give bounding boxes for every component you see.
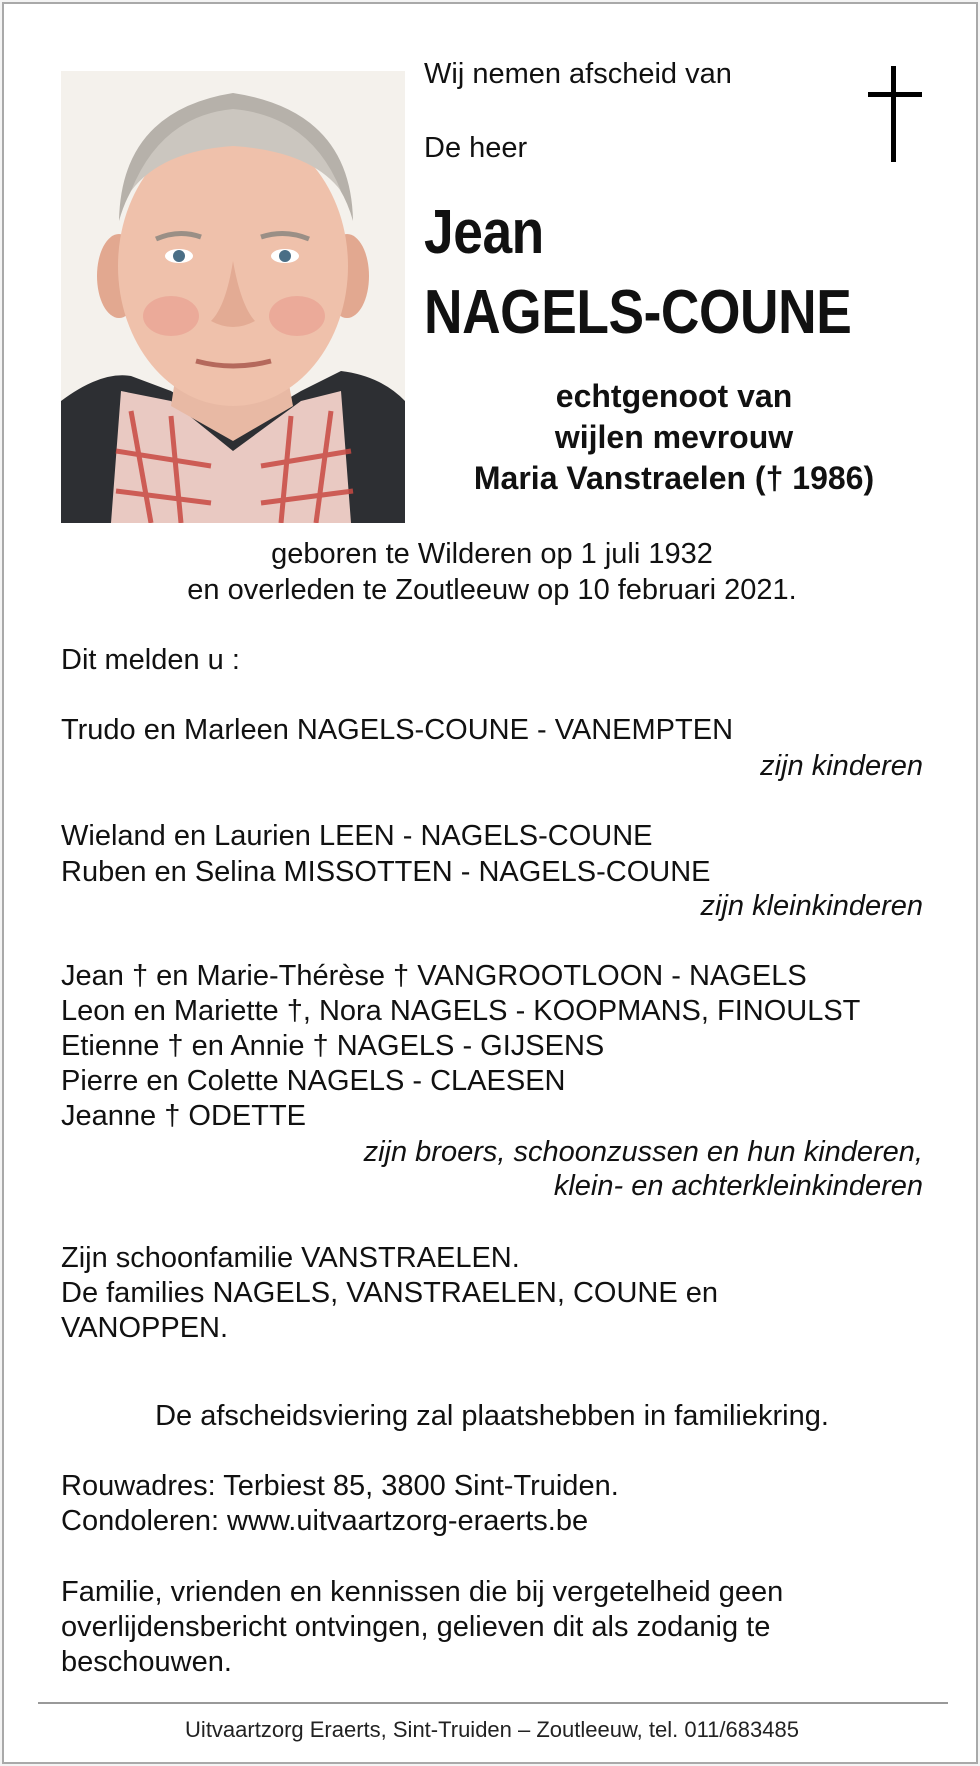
sibling-name: Jean † en Marie-Thérèse † VANGROOTLOON - NAGELS (61, 960, 807, 992)
grandchild-name: Ruben en Selina MISSOTTEN - NAGELS-COUNE (61, 856, 711, 888)
intro-text: Wij nemen afscheid van (424, 58, 732, 90)
families-line-1: Zijn schoonfamilie VANSTRAELEN. (61, 1242, 520, 1274)
children-name: Trudo en Marleen NAGELS-COUNE - VANEMPTEN (61, 714, 734, 746)
death-line: en overleden te Zoutleeuw op 10 februari 2021. (187, 574, 797, 606)
spouse-line-2: wijlen mevrouw (554, 419, 794, 455)
sibling-name: Leon en Mariette †, Nora NAGELS - KOOPMANS, FINOULST (61, 995, 861, 1027)
address-text: Rouwadres: Terbiest 85, 3800 Sint-Truiden. (61, 1470, 619, 1502)
siblings-relation-1: zijn broers, schoonzussen en hun kinderen, (363, 1136, 923, 1168)
sibling-name: Jeanne † ODETTE (61, 1100, 306, 1132)
announce-text: Dit melden u : (61, 644, 240, 676)
siblings-relation-2: klein- en achterkleinkinderen (553, 1170, 923, 1202)
title-text: De heer (424, 132, 528, 164)
grandchild-name: Wieland en Laurien LEEN - NAGELS-COUNE (61, 820, 653, 852)
sibling-name: Pierre en Colette NAGELS - CLAESEN (61, 1065, 566, 1097)
notice-line-3: beschouwen. (61, 1646, 232, 1678)
spouse-line-1: echtgenoot van (555, 378, 793, 414)
sibling-name: Etienne † en Annie † NAGELS - GIJSENS (61, 1030, 605, 1062)
notice-line-2: overlijdensbericht ontvingen, gelieven dit als zodanig te (61, 1611, 771, 1643)
latin-cross-icon (868, 66, 922, 162)
condolences-text: Condoleren: www.uitvaartzorg-eraerts.be (61, 1505, 589, 1537)
last-name: NAGELS-COUNE (424, 278, 852, 347)
footer-divider (38, 1702, 948, 1704)
ceremony-text: De afscheidsviering zal plaatshebben in familiekring. (155, 1400, 829, 1432)
families-line-2: De families NAGELS, VANSTRAELEN, COUNE en (61, 1277, 718, 1309)
obituary-card (2, 2, 978, 1764)
notice-line-1: Familie, vrienden en kennissen die bij vergetelheid geen (61, 1576, 784, 1608)
birth-line: geboren te Wilderen op 1 juli 1932 (271, 538, 713, 570)
grandchildren-relation: zijn kleinkinderen (700, 890, 923, 922)
footer-text: Uitvaartzorg Eraerts, Sint-Truiden – Zoutleeuw, tel. 011/683485 (185, 1717, 799, 1742)
spouse-line-3: Maria Vanstraelen († 1986) (473, 460, 875, 496)
portrait-photo (61, 71, 405, 523)
children-relation: zijn kinderen (760, 750, 923, 782)
first-name: Jean (424, 198, 544, 267)
portrait-illustration (61, 71, 405, 523)
families-line-3: VANOPPEN. (61, 1312, 229, 1344)
